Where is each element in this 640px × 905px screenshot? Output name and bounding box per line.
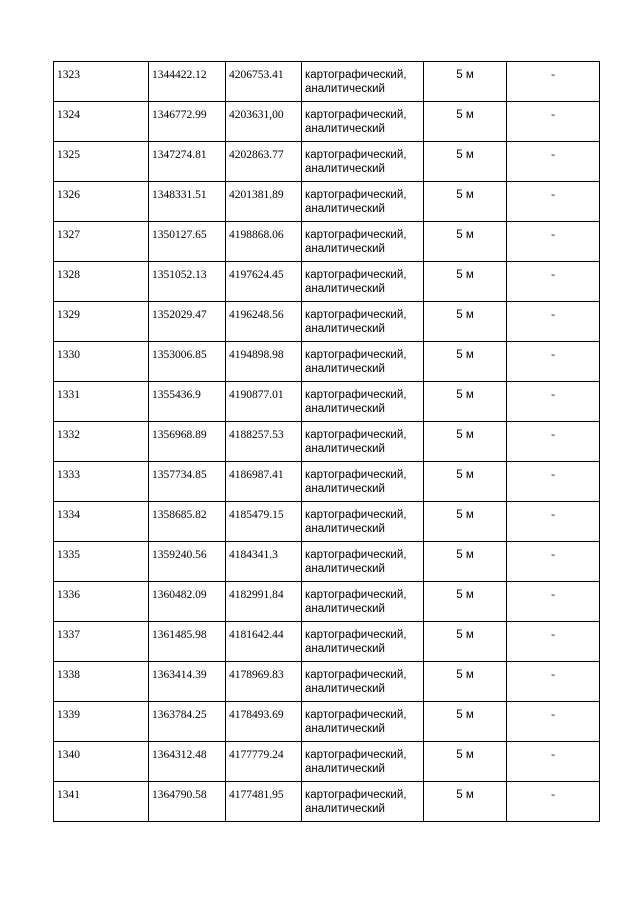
accuracy-cell: 5 м [424,502,507,542]
table-row [54,222,600,262]
accuracy-cell: 5 м [424,302,507,342]
point-number-cell: 1341 [54,782,149,822]
table-row [54,102,600,142]
note-cell: - [507,62,600,102]
y-coordinate-cell: 4177779.24 [226,742,302,782]
point-number-cell: 1327 [54,222,149,262]
y-coordinate-cell: 4203631,00 [226,102,302,142]
y-coordinate-cell: 4202863.77 [226,142,302,182]
x-coordinate-cell: 1350127.65 [149,222,226,262]
table-row [54,622,600,662]
x-coordinate-cell: 1360482.09 [149,582,226,622]
coordinates-table [53,61,600,822]
point-number-cell: 1332 [54,422,149,462]
note-cell: - [507,382,600,422]
method-line-1: картографический, [305,69,407,81]
method-line-2: аналитический [305,203,385,215]
accuracy-cell: 5 м [424,662,507,702]
method-line-2: аналитический [305,683,385,695]
method-line-2: аналитический [305,603,385,615]
y-coordinate-cell: 4178969.83 [226,662,302,702]
point-number-cell: 1328 [54,262,149,302]
y-coordinate-cell: 4178493.69 [226,702,302,742]
point-number-cell: 1334 [54,502,149,542]
x-coordinate-cell: 1344422.12 [149,62,226,102]
accuracy-cell: 5 м [424,622,507,662]
accuracy-cell: 5 м [424,222,507,262]
method-cell [302,62,424,102]
method-cell [302,102,424,142]
note-cell: - [507,102,600,142]
y-coordinate-cell: 4186987.41 [226,462,302,502]
point-number-cell: 1330 [54,342,149,382]
x-coordinate-cell: 1353006.85 [149,342,226,382]
method-cell [302,182,424,222]
method-cell [302,782,424,822]
point-number-cell: 1323 [54,62,149,102]
y-coordinate-cell: 4182991.84 [226,582,302,622]
point-number-cell: 1335 [54,542,149,582]
method-cell [302,422,424,462]
point-number-cell: 1336 [54,582,149,622]
y-coordinate-cell: 4206753.41 [226,62,302,102]
method-line-1: картографический, [305,589,407,601]
method-cell [302,622,424,662]
method-line-1: картографический, [305,349,407,361]
table-row [54,142,600,182]
method-cell [302,542,424,582]
table-row [54,582,600,622]
point-number-cell: 1339 [54,702,149,742]
accuracy-cell: 5 м [424,462,507,502]
y-coordinate-cell: 4194898.98 [226,342,302,382]
accuracy-cell: 5 м [424,102,507,142]
method-line-2: аналитический [305,643,385,655]
table-row [54,262,600,302]
method-line-1: картографический, [305,789,407,801]
method-line-2: аналитический [305,443,385,455]
x-coordinate-cell: 1363784.25 [149,702,226,742]
method-line-1: картографический, [305,229,407,241]
method-line-1: картографический, [305,669,407,681]
method-cell [302,742,424,782]
method-line-1: картографический, [305,269,407,281]
method-line-1: картографический, [305,629,407,641]
method-line-1: картографический, [305,549,407,561]
note-cell: - [507,182,600,222]
y-coordinate-cell: 4185479.15 [226,502,302,542]
table-row [54,662,600,702]
note-cell: - [507,222,600,262]
note-cell: - [507,142,600,182]
note-cell: - [507,742,600,782]
method-cell [302,662,424,702]
method-line-1: картографический, [305,149,407,161]
method-cell [302,302,424,342]
method-line-1: картографический, [305,709,407,721]
note-cell: - [507,462,600,502]
method-line-1: картографический, [305,109,407,121]
note-cell: - [507,582,600,622]
point-number-cell: 1325 [54,142,149,182]
accuracy-cell: 5 м [424,782,507,822]
table-row [54,742,600,782]
accuracy-cell: 5 м [424,742,507,782]
x-coordinate-cell: 1364790.58 [149,782,226,822]
x-coordinate-cell: 1352029.47 [149,302,226,342]
accuracy-cell: 5 м [424,182,507,222]
note-cell: - [507,502,600,542]
table-row [54,782,600,822]
accuracy-cell: 5 м [424,702,507,742]
method-line-2: аналитический [305,283,385,295]
x-coordinate-cell: 1351052.13 [149,262,226,302]
y-coordinate-cell: 4190877.01 [226,382,302,422]
x-coordinate-cell: 1363414.39 [149,662,226,702]
method-cell [302,262,424,302]
table-row [54,542,600,582]
method-cell [302,462,424,502]
accuracy-cell: 5 м [424,142,507,182]
method-line-1: картографический, [305,189,407,201]
note-cell: - [507,302,600,342]
note-cell: - [507,622,600,662]
y-coordinate-cell: 4201381.89 [226,182,302,222]
table-body [54,62,600,822]
accuracy-cell: 5 м [424,342,507,382]
method-line-2: аналитический [305,523,385,535]
point-number-cell: 1326 [54,182,149,222]
method-line-2: аналитический [305,363,385,375]
method-line-2: аналитический [305,323,385,335]
method-line-2: аналитический [305,723,385,735]
method-line-1: картографический, [305,469,407,481]
point-number-cell: 1324 [54,102,149,142]
method-line-1: картографический, [305,309,407,321]
method-line-2: аналитический [305,123,385,135]
point-number-cell: 1331 [54,382,149,422]
method-line-1: картографический, [305,429,407,441]
method-line-2: аналитический [305,483,385,495]
accuracy-cell: 5 м [424,62,507,102]
accuracy-cell: 5 м [424,422,507,462]
table-row [54,422,600,462]
method-cell [302,702,424,742]
method-cell [302,502,424,542]
x-coordinate-cell: 1358685.82 [149,502,226,542]
x-coordinate-cell: 1357734.85 [149,462,226,502]
table-row [54,702,600,742]
x-coordinate-cell: 1346772.99 [149,102,226,142]
method-cell [302,222,424,262]
method-cell [302,582,424,622]
table-row [54,302,600,342]
method-cell [302,142,424,182]
x-coordinate-cell: 1361485.98 [149,622,226,662]
accuracy-cell: 5 м [424,382,507,422]
note-cell: - [507,702,600,742]
y-coordinate-cell: 4196248.56 [226,302,302,342]
point-number-cell: 1340 [54,742,149,782]
point-number-cell: 1338 [54,662,149,702]
note-cell: - [507,262,600,302]
point-number-cell: 1337 [54,622,149,662]
method-cell [302,342,424,382]
x-coordinate-cell: 1364312.48 [149,742,226,782]
method-line-2: аналитический [305,563,385,575]
table-row [54,462,600,502]
x-coordinate-cell: 1347274.81 [149,142,226,182]
x-coordinate-cell: 1355436.9 [149,382,226,422]
table-row [54,502,600,542]
note-cell: - [507,342,600,382]
method-line-2: аналитический [305,83,385,95]
table-row [54,342,600,382]
method-line-2: аналитический [305,163,385,175]
method-line-1: картографический, [305,389,407,401]
y-coordinate-cell: 4197624.45 [226,262,302,302]
y-coordinate-cell: 4181642.44 [226,622,302,662]
method-line-1: картографический, [305,749,407,761]
accuracy-cell: 5 м [424,262,507,302]
accuracy-cell: 5 м [424,542,507,582]
point-number-cell: 1333 [54,462,149,502]
x-coordinate-cell: 1348331.51 [149,182,226,222]
table-row [54,62,600,102]
note-cell: - [507,542,600,582]
method-line-2: аналитический [305,763,385,775]
x-coordinate-cell: 1356968.89 [149,422,226,462]
y-coordinate-cell: 4188257.53 [226,422,302,462]
method-cell [302,382,424,422]
x-coordinate-cell: 1359240.56 [149,542,226,582]
table-row [54,182,600,222]
note-cell: - [507,662,600,702]
y-coordinate-cell: 4184341.3 [226,542,302,582]
y-coordinate-cell: 4198868.06 [226,222,302,262]
point-number-cell: 1329 [54,302,149,342]
method-line-2: аналитический [305,403,385,415]
note-cell: - [507,782,600,822]
accuracy-cell: 5 м [424,582,507,622]
method-line-2: аналитический [305,243,385,255]
method-line-1: картографический, [305,509,407,521]
table-row [54,382,600,422]
y-coordinate-cell: 4177481.95 [226,782,302,822]
method-line-2: аналитический [305,803,385,815]
note-cell: - [507,422,600,462]
